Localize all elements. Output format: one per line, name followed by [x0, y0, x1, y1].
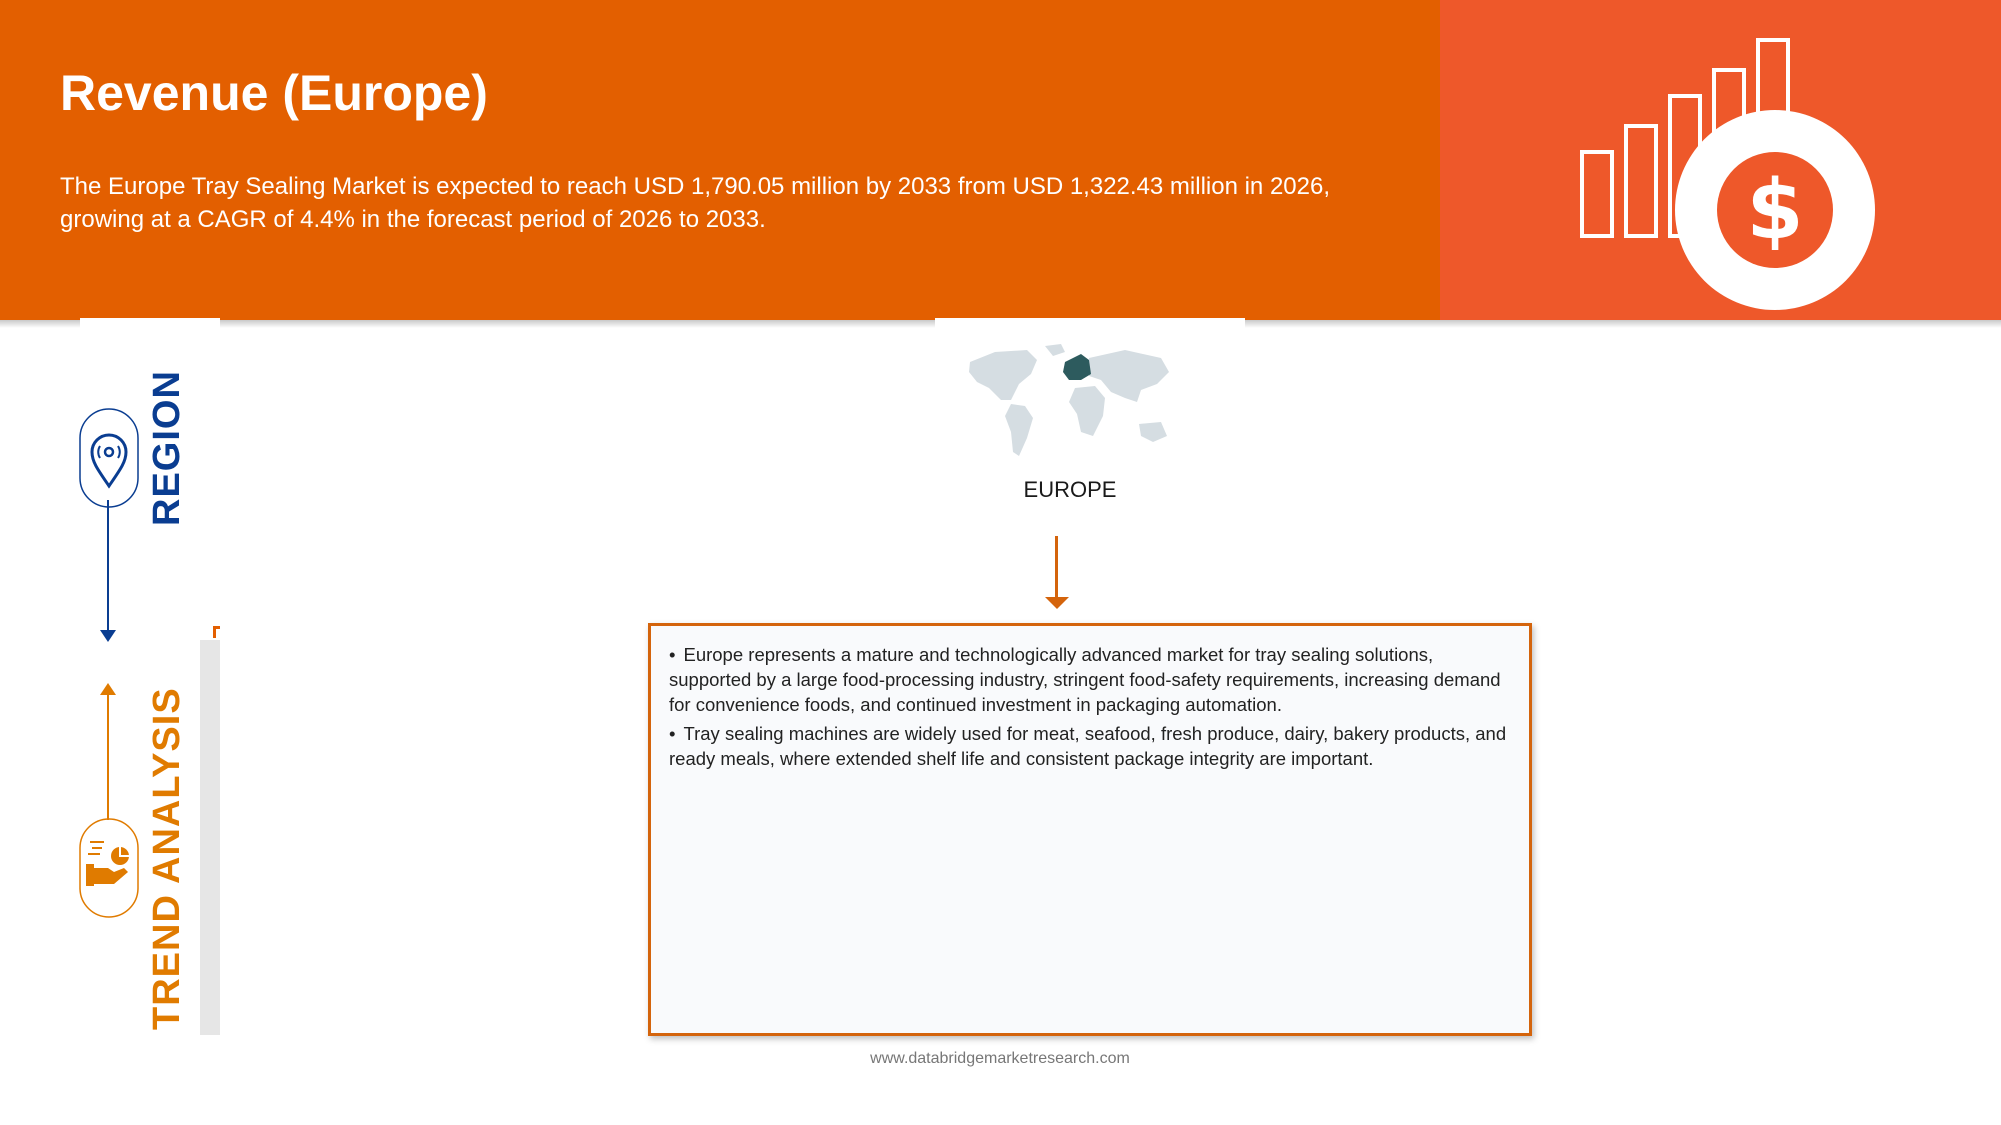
header-banner [0, 0, 1440, 320]
region-arrow-line [1055, 536, 1058, 598]
page-description: The Europe Tray Sealing Market is expected to reach USD 1,790.05 million by 2033 from USD 1,322.43 million in 2026, growing at a CAGR of 4.4% in the forecast period of 2026 to 2033. [60, 173, 1331, 233]
bullet-dot: • [669, 644, 676, 665]
bullet-dot: • [669, 723, 676, 744]
sidebar-divider [200, 640, 220, 1035]
region-heading: REGION [146, 370, 188, 526]
divider-tab [935, 318, 1245, 330]
page-title: Revenue (Europe) [60, 65, 488, 121]
location-pin-icon [78, 408, 140, 508]
insights-box [648, 623, 1532, 1036]
insight-bullet [669, 642, 1511, 717]
trend-connector-line [107, 695, 109, 820]
insight-bullet [669, 721, 1511, 771]
down-arrow-icon [1045, 597, 1069, 609]
hand-chart-icon [78, 818, 140, 918]
region-connector-line [107, 500, 109, 630]
footer-url: www.databridgemarketresearch.com [870, 1050, 1130, 1067]
insight-text: Europe represents a mature and technologically advanced market for tray sealing solutions, supported by a large food-processing industry, stringent food-safety requirements, increasing demand for convenience foods, and continued investment in packaging automation. [669, 644, 1501, 715]
down-arrow-icon [100, 630, 116, 642]
region-name: EUROPE [1023, 477, 1117, 502]
divider-tab [80, 318, 220, 330]
up-arrow-icon [100, 683, 116, 695]
trend-analysis-heading: TREND ANALYSIS [146, 687, 188, 1030]
box-corner-mark [213, 626, 220, 638]
svg-text:$: $ [1746, 163, 1804, 258]
revenue-chart-dollar-icon [1570, 30, 1880, 315]
insight-text: Tray sealing machines are widely used for meat, seafood, fresh produce, dairy, bakery products, and ready meals, where extended shelf life and consistent package integrity are important. [669, 723, 1507, 769]
world-map-icon [965, 340, 1175, 460]
